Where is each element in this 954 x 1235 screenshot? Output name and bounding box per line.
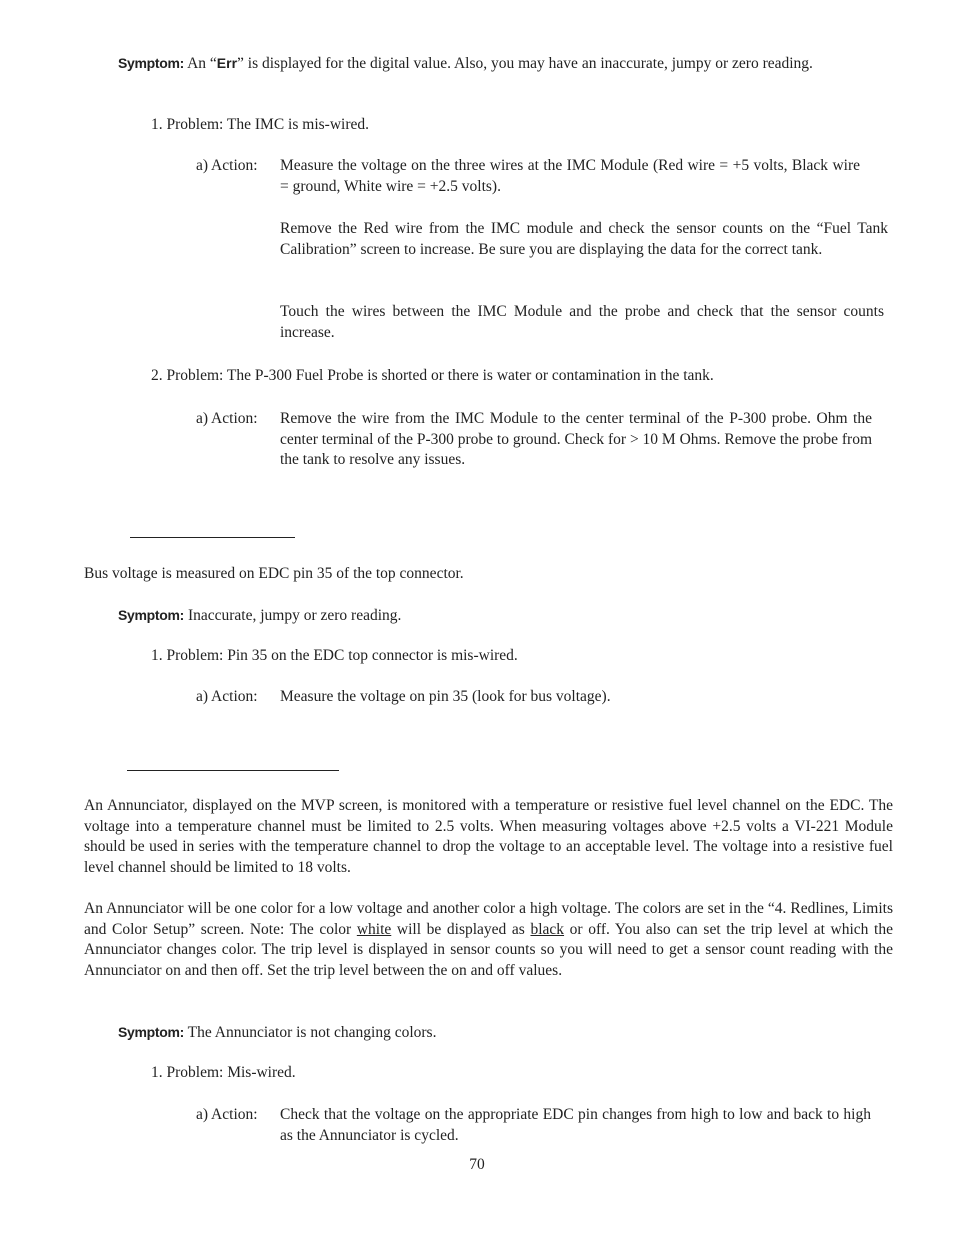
symptom-label: Symptom: (118, 55, 185, 71)
page-number: 70 (469, 1156, 485, 1173)
symptom-label: Symptom: (118, 1024, 185, 1040)
action-label: a) Action: (196, 410, 258, 427)
action-measure-imc-voltage: Measure the voltage on the three wires at the IMC Module (Red wire = +5 volts, Black wire = ground, White wire = +2.5 volts). (280, 157, 860, 195)
err-code: Err (216, 55, 238, 71)
action-label: a) Action: (196, 1106, 258, 1123)
problem-probe-shorted: 2. Problem: The P-300 Fuel Probe is shorted or there is water or contamination in the tank. (151, 367, 714, 384)
action-remove-red-wire: Remove the Red wire from the IMC module and check the sensor counts on the “Fuel Tank Calibration” screen to increase. Be sure you are displaying the data for the correct tank. (280, 220, 888, 258)
action-measure-pin35: Measure the voltage on pin 35 (look for bus voltage). (280, 688, 611, 705)
heading-rule (127, 770, 339, 771)
white-underlined: white (356, 920, 392, 938)
annunciator-colors: An Annunciator will be one color for a low voltage and another color a high voltage. The colors are set in the “4. Redlines, Limits and Color Setup” screen. Note: The color white will be displayed as black or off. You also can set the trip level at which the Annunciator changes color. The trip level is displayed in sensor counts so you will need to get a sensor count reading with the Annunciator on and then off. Set the trip level between the on and off values. (84, 900, 893, 979)
black-underlined: black (530, 920, 565, 938)
symptom-annunciator: Symptom: The Annunciator is not changing colors. (118, 1024, 437, 1041)
action-label: a) Action: (196, 688, 258, 705)
action-check-edc-pin: Check that the voltage on the appropriate EDC pin changes from high to low and back to high as the Annunciator is cycled. (280, 1106, 871, 1144)
action-remove-probe-wire: Remove the wire from the IMC Module to the center terminal of the P-300 probe. Ohm the center terminal of the P-300 probe to ground. Check for > 10 M Ohms. Remove the probe from the tank to resolve any issues. (280, 410, 873, 469)
problem-pin35-miswired: 1. Problem: Pin 35 on the EDC top connector is mis-wired. (151, 647, 518, 664)
action-label: a) Action: (196, 157, 258, 174)
problem-imc-miswired: 1. Problem: The IMC is mis-wired. (151, 116, 369, 133)
action-touch-wires: Touch the wires between the IMC Module and the probe and check that the sensor counts increase. (280, 303, 884, 341)
symptom-label: Symptom: (118, 607, 185, 623)
symptom-err: Symptom: An “Err” is displayed for the digital value. Also, you may have an inaccurate, jumpy or zero reading. (118, 55, 813, 72)
problem-miswired: 1. Problem: Mis-wired. (151, 1064, 296, 1081)
symptom-bus: Symptom: Inaccurate, jumpy or zero reading. (118, 607, 402, 624)
annunciator-overview: An Annunciator, displayed on the MVP screen, is monitored with a temperature or resistive fuel level channel on the EDC. The voltage into a temperature channel must be limited to 2.5 volts. When measuring voltages above +2.5 volts a VI-221 Module should be used in series with the temperature channel to drop the voltage to an acceptable level. The voltage into a resistive fuel level channel should be limited to 18 volts. (84, 797, 893, 876)
heading-rule (130, 537, 295, 538)
bus-voltage-intro: Bus voltage is measured on EDC pin 35 of the top connector. (84, 565, 464, 582)
